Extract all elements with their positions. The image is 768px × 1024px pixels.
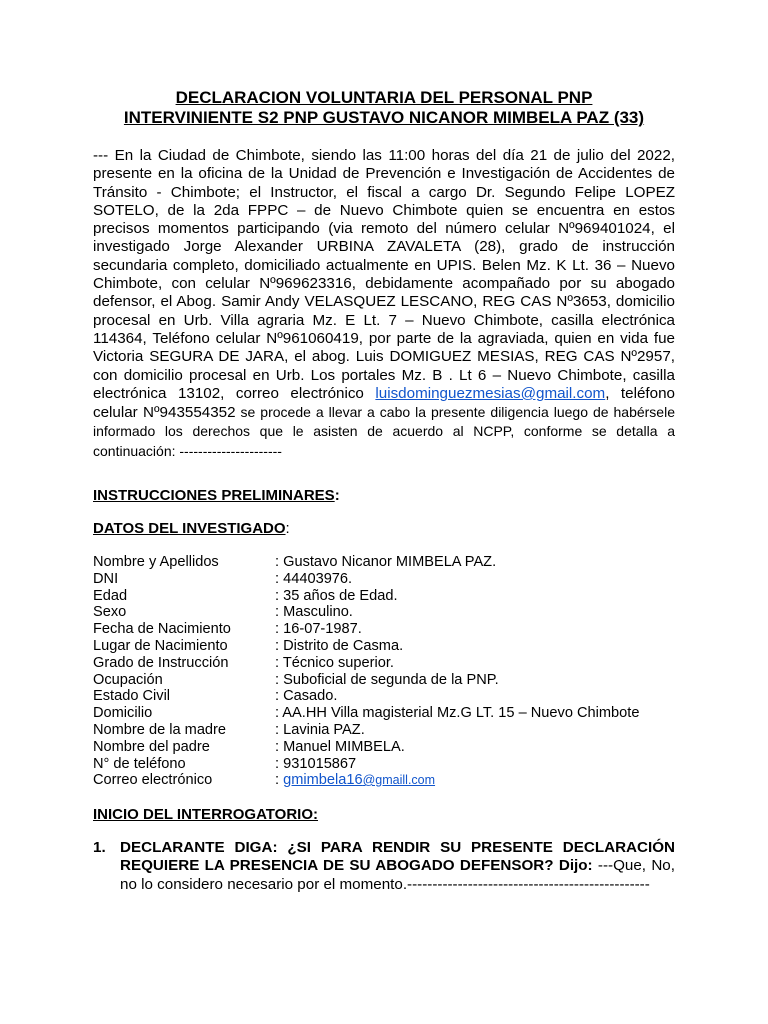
field-label: Ocupación: [93, 671, 163, 688]
section-instrucciones-preliminares: [93, 487, 340, 505]
section-datos-colon: :: [285, 520, 290, 537]
intro-paragraph: [93, 147, 675, 461]
intro-after-email: , teléfono celular Nº943554352: [93, 384, 675, 422]
intro-email-link[interactable]: luisdominguezmesias@gmail.com: [375, 384, 606, 402]
field-value-correo-prefix: :: [275, 772, 284, 788]
question-1-answer: ---Que, No, no lo considero necesario por el momento.------------------------------------------------: [120, 857, 675, 893]
document-title-line-1: DECLARACION VOLUNTARIA DEL PERSONAL PNP: [175, 88, 593, 107]
field-value: : AA.HH Villa magisterial Mz.G LT. 15 – Nuevo Chimbote: [275, 705, 640, 722]
question-1-text: DECLARANTE DIGA: ¿SI PARA RENDIR SU PRESENTE DECLARACIÓN REQUIERE LA PRESENCIA DE SU ABOGADO DEFENSOR? Dijo:: [120, 839, 675, 875]
field-value: : 44403976.: [275, 570, 353, 587]
field-value: : Manuel MIMBELA.: [275, 738, 405, 755]
section-datos-del-investigado: [93, 520, 290, 538]
field-value: : Distrito de Casma.: [275, 638, 404, 654]
correo-email-domain: @gmaill.com: [362, 773, 436, 787]
field-label: Fecha de Nacimiento: [93, 621, 231, 638]
correo-email-user: gmimbela16: [283, 772, 363, 788]
intro-text: --- En la Ciudad de Chimbote, siendo las 11:00 horas del día 21 de julio del 2022, presente en la oficina de la Unidad de Prevención e Investigación de Accidentes de Tránsito - Chimbote; el Instructor, el fiscal a cargo Dr. Segundo Felipe LOPEZ SOTELO, de la 2da FPPC – de Nuevo Chimbote quien se encuentra en estos precisos momentos participando (via remoto del número celular Nº969401024, el investigado Jorge Alexander URBINA ZAVALETA (28), grado de instrucción secundaria completo, domiciliado actualmente en UPIS. Belen Mz. K Lt. 36 – Nuevo Chimbote, con celular Nº969623316, debidamente acompañado por su abogado defensor, el Abog. Samir Andy VELASQUEZ LESCANO, REG CAS Nº3653, domicilio procesal en Urb. Villa agraria Mz. E Lt. 7 – Nuevo Chimbote, casilla electrónica 114364, Teléfono celular Nº961060419, por parte de la agraviada, quien en vida fue Victoria SEGURA DE JARA, el abog. Luis DOMIGUEZ MESIAS, REG CAS Nº2957, con domicilio procesal en Urb. Los portales Mz. B . Lt 6 – Nuevo Chimbote, casilla electrónica 13102, correo electrónico: [93, 147, 675, 402]
section-instrucciones-label: INSTRUCCIONES PRELIMINARES: [93, 487, 335, 504]
field-value: : 16-07-1987.: [275, 621, 362, 638]
question-1-number: 1.: [93, 839, 106, 856]
question-1-body: [120, 839, 675, 894]
field-label: Estado Civil: [93, 688, 171, 705]
field-label: Grado de Instrucción: [93, 654, 229, 671]
section-datos-label: DATOS DEL INVESTIGADO: [93, 520, 286, 537]
field-value: : Gustavo Nicanor MIMBELA PAZ.: [275, 554, 497, 570]
question-1: [93, 839, 675, 894]
field-label: Nombre de la madre: [93, 722, 227, 738]
intro-closing-text: se procede a llevar a cabo la presente diligencia luego de habérsele informado los derechos que le asisten de acuerdo al NCPP, conforme se detalla a continuación: ----------------------: [93, 404, 675, 459]
field-label: DNI: [93, 570, 119, 587]
field-label: N° de teléfono: [93, 755, 186, 772]
field-label: Nombre y Apellidos: [93, 554, 219, 570]
correo-email-link[interactable]: [283, 772, 435, 788]
document-title-line-2: INTERVINIENTE S2 PNP GUSTAVO NICANOR MIMBELA PAZ (33): [123, 108, 645, 127]
field-value: : Suboficial de segunda de la PNP.: [275, 671, 499, 688]
field-label: Lugar de Nacimiento: [93, 638, 228, 654]
field-value: : Lavinia PAZ.: [275, 722, 365, 738]
field-label: Edad: [93, 587, 128, 604]
field-value-correo: [275, 772, 435, 789]
field-value: : 35 años de Edad.: [275, 587, 398, 604]
section-inicio-label: INICIO DEL INTERROGATORIO:: [93, 806, 319, 823]
field-label: Nombre del padre: [93, 738, 210, 755]
field-value: : Casado.: [275, 688, 338, 705]
field-value: : 931015867: [275, 755, 357, 772]
section-inicio-interrogatorio: [93, 806, 318, 824]
field-label: Domicilio: [93, 705, 153, 722]
section-instrucciones-colon: :: [334, 487, 340, 504]
field-value: : Técnico superior.: [275, 654, 394, 671]
field-value: : Masculino.: [275, 604, 353, 621]
field-label-correo: Correo electrónico: [93, 772, 213, 788]
field-label: Sexo: [93, 604, 127, 621]
